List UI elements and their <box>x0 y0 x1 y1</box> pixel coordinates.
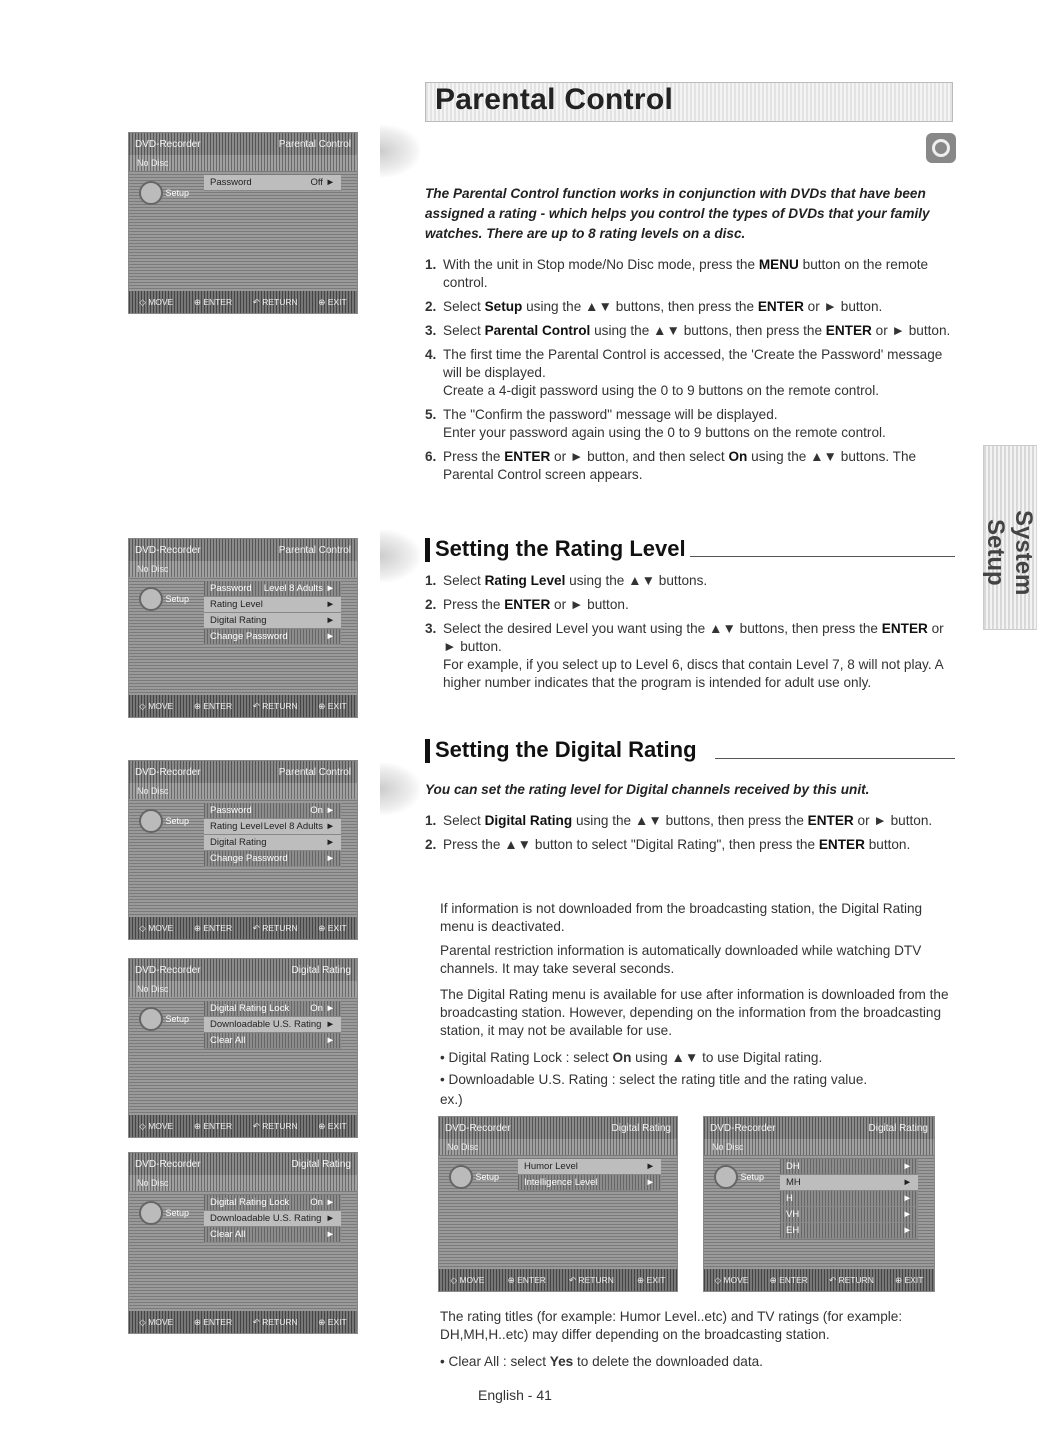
screen-footer-hint: ↶ RETURN <box>829 1274 874 1285</box>
setup-icon: Setup <box>139 585 189 613</box>
screen-no-disc: No Disc <box>129 783 357 799</box>
screen-footer-hint: ⊕ ENTER <box>193 1120 233 1131</box>
digital-rating-para-3: The Digital Rating menu is available for use after information is downloaded from the broadcasting station. However, depending on the information from the broadcasting station, it may not be available for use. <box>440 987 949 1038</box>
screen-title: Digital Rating <box>868 1122 928 1134</box>
screen-footer-hint: ⊕ EXIT <box>895 1274 924 1285</box>
screen-footer-hint: ⊕ EXIT <box>318 700 347 711</box>
screen-footer <box>129 1115 357 1137</box>
screen-title: Digital Rating <box>291 964 351 976</box>
step-item <box>425 346 955 400</box>
screen-footer-hint: ◇ MOVE <box>450 1274 485 1285</box>
screen-menu-item: Change Password ► <box>204 851 341 867</box>
screen-digital-rating <box>128 958 358 1138</box>
rating-titles-note: The rating titles (for example: Humor Level..etc) and TV ratings (for example: DH,MH,H..etc) may differ depending on the broadcasting station. <box>440 1309 903 1342</box>
screen-no-disc: No Disc <box>129 561 357 577</box>
page-number: English - 41 <box>478 1387 552 1403</box>
screen-menu <box>204 175 341 191</box>
screen-rating-titles <box>438 1116 678 1292</box>
step-text: The first time the Parental Control is accessed, the 'Create the Password' message will be displayed. Create a 4-digit password using the 0 to 9 buttons on the remote control. <box>443 347 943 398</box>
step-item <box>425 256 955 292</box>
screen-tv-ratings <box>703 1116 935 1292</box>
screen-menu-item: H ► <box>780 1191 918 1207</box>
step-item <box>425 836 955 854</box>
step-item <box>425 322 955 340</box>
section-marker-icon <box>380 530 420 582</box>
screen-menu <box>204 1001 341 1049</box>
step-number: 1. <box>425 257 437 272</box>
intro-text: The Parental Control function works in conjunction with DVDs that have been assigned a rating - which helps you control the types of DVDs that your family watches. There are up to 8 rating levels on a disc. <box>425 186 930 241</box>
step-item <box>425 406 955 442</box>
setup-icon: Setup <box>139 1005 189 1033</box>
section-marker-icon <box>380 125 420 177</box>
step-text: Press the ENTER or ► button, and then select On using the ▲▼ buttons. The Parental Control screen appears. <box>443 449 917 482</box>
screen-menu-item: Password Level 8 Adults ► <box>204 581 341 597</box>
screen-title: Parental Control <box>278 766 351 778</box>
section-marker-icon <box>380 763 420 815</box>
screen-menu <box>518 1159 661 1191</box>
step-number: 6. <box>425 449 437 464</box>
screen-brand: DVD-Recorder <box>135 1158 201 1170</box>
section-heading-rating-level: Setting the Rating Level <box>425 536 686 562</box>
screen-no-disc: No Disc <box>129 155 357 171</box>
step-item <box>425 448 955 484</box>
step-text: Press the ▲▼ button to select "Digital Rating", then press the ENTER button. <box>443 837 911 852</box>
step-item <box>425 596 955 614</box>
digital-rating-intro: You can set the rating level for Digital channels received by this unit. <box>425 782 870 797</box>
screen-footer-hint: ◇ MOVE <box>139 296 174 307</box>
step-number: 3. <box>425 323 437 338</box>
step-text: With the unit in Stop mode/No Disc mode, press the MENU button on the remote control. <box>443 257 929 290</box>
screen-menu-item: EH ► <box>780 1223 918 1239</box>
screen-footer <box>129 917 357 939</box>
step-text: Select Setup using the ▲▼ buttons, then press the ENTER or ► button. <box>443 299 883 314</box>
screen-footer-hint: ⊕ EXIT <box>318 296 347 307</box>
screen-footer-hint: ◇ MOVE <box>139 700 174 711</box>
bullet-downloadable-rating: • Downloadable U.S. Rating : select the rating title and the rating value. <box>440 1072 868 1087</box>
screen-header <box>129 959 357 981</box>
page-title: Parental Control <box>435 83 674 116</box>
step-text: Press the ENTER or ► button. <box>443 597 629 612</box>
screen-footer-hint: ⊕ ENTER <box>193 922 233 933</box>
step-number: 2. <box>425 299 437 314</box>
screen-digital-rating-clear <box>128 1152 358 1334</box>
steps-rating-level <box>425 572 955 698</box>
screen-title: Digital Rating <box>291 1158 351 1170</box>
screen-footer-hint: ⊕ ENTER <box>193 296 233 307</box>
setup-icon: Setup <box>714 1163 764 1191</box>
screen-footer-hint: ◇ MOVE <box>139 1120 174 1131</box>
screen-menu-item: Digital Rating Lock On ► <box>204 1001 341 1017</box>
screen-footer-hint: ⊕ ENTER <box>193 700 233 711</box>
divider <box>690 556 955 557</box>
example-label: ex.) <box>440 1092 463 1107</box>
screen-menu-item: Password On ► <box>204 803 341 819</box>
setup-icon: Setup <box>139 179 189 207</box>
screen-header <box>129 539 357 561</box>
setup-icon: Setup <box>139 807 189 835</box>
dvd-disc-icon <box>926 133 956 163</box>
screen-menu-item: Downloadable U.S. Rating ► <box>204 1017 341 1033</box>
side-tab: System Setup <box>983 445 1037 630</box>
screen-title: Parental Control <box>278 138 351 150</box>
setup-icon: Setup <box>139 1199 189 1227</box>
screen-footer <box>439 1269 677 1291</box>
step-number: 2. <box>425 837 437 852</box>
screen-menu-item: MH ► <box>780 1175 918 1191</box>
step-item <box>425 812 955 830</box>
screen-footer-hint: ⊕ EXIT <box>637 1274 666 1285</box>
setup-icon: Setup <box>449 1163 499 1191</box>
screen-brand: DVD-Recorder <box>135 544 201 556</box>
screen-footer-hint: ⊕ EXIT <box>318 1120 347 1131</box>
screen-menu <box>204 1195 341 1243</box>
screen-parental-control-off <box>128 132 358 314</box>
screen-footer-hint: ↶ RETURN <box>252 922 298 933</box>
steps-parental-control <box>425 256 955 490</box>
digital-rating-para-2: Parental restriction information is automatically downloaded while watching DTV channels. It may take several seconds. <box>440 943 922 976</box>
screen-brand: DVD-Recorder <box>710 1122 776 1134</box>
step-text: Select the desired Level you want using the ▲▼ buttons, then press the ENTER or ► button. For example, if you select up to Level 6, discs that contain Level 7, 8 will not play. A higher number indicates that the program is intended for adult use only. <box>443 621 944 690</box>
screen-menu-item: Intelligence Level ► <box>518 1175 661 1191</box>
bullet-clear-all: • Clear All : select Yes to delete the downloaded data. <box>440 1354 763 1369</box>
screen-menu-item: Clear All ► <box>204 1227 341 1243</box>
screen-rating-level <box>128 538 358 718</box>
screen-footer-hint: ⊕ EXIT <box>318 922 347 933</box>
screen-menu-item: Digital Rating Lock On ► <box>204 1195 341 1211</box>
screen-menu-item: Clear All ► <box>204 1033 341 1049</box>
screen-footer-hint: ↶ RETURN <box>252 700 298 711</box>
screen-footer <box>129 695 357 717</box>
step-number: 1. <box>425 813 437 828</box>
screen-footer-hint: ⊕ ENTER <box>769 1274 808 1285</box>
screen-menu-item: Change Password ► <box>204 629 341 645</box>
step-text: Select Parental Control using the ▲▼ buttons, then press the ENTER or ► button. <box>443 323 951 338</box>
bullet-digital-rating-lock: • Digital Rating Lock : select On using ▲▼ to use Digital rating. <box>440 1050 823 1065</box>
step-number: 4. <box>425 347 437 362</box>
screen-footer-hint: ◇ MOVE <box>139 1316 174 1327</box>
screen-header <box>129 761 357 783</box>
screen-footer <box>704 1269 934 1291</box>
screen-footer-hint: ⊕ EXIT <box>318 1316 347 1327</box>
divider <box>715 758 955 759</box>
screen-header <box>439 1117 677 1139</box>
screen-title: Parental Control <box>278 544 351 556</box>
screen-brand: DVD-Recorder <box>135 138 201 150</box>
screen-header <box>129 1153 357 1175</box>
screen-header <box>704 1117 934 1139</box>
step-item <box>425 572 955 590</box>
section-heading-digital-rating: Setting the Digital Rating <box>425 737 697 763</box>
screen-menu-item: Humor Level ► <box>518 1159 661 1175</box>
step-item <box>425 298 955 316</box>
screen-parental-control-on <box>128 760 358 940</box>
screen-menu-item: Rating Level ► <box>204 597 341 613</box>
screen-brand: DVD-Recorder <box>445 1122 511 1134</box>
screen-footer-hint: ◇ MOVE <box>139 922 174 933</box>
screen-footer-hint: ↶ RETURN <box>252 296 298 307</box>
screen-footer-hint: ⊕ ENTER <box>507 1274 546 1285</box>
screen-footer-hint: ↶ RETURN <box>252 1120 298 1131</box>
screen-footer-hint: ◇ MOVE <box>714 1274 749 1285</box>
screen-menu <box>204 803 341 867</box>
screen-menu-item: Password Off ► <box>204 175 341 191</box>
screen-title: Digital Rating <box>611 1122 671 1134</box>
screen-menu <box>780 1159 918 1239</box>
screen-menu-item: Digital Rating ► <box>204 835 341 851</box>
step-number: 2. <box>425 597 437 612</box>
screen-no-disc: No Disc <box>704 1139 934 1155</box>
screen-menu-item: VH ► <box>780 1207 918 1223</box>
step-text: The "Confirm the password" message will be displayed. Enter your password again using the 0 to 9 buttons on the remote control. <box>443 407 886 440</box>
screen-no-disc: No Disc <box>129 1175 357 1191</box>
screen-menu <box>204 581 341 645</box>
screen-footer-hint: ⊕ ENTER <box>193 1316 233 1327</box>
step-number: 5. <box>425 407 437 422</box>
screen-header <box>129 133 357 155</box>
steps-digital-rating <box>425 812 955 860</box>
screen-menu-item: Rating Level Level 8 Adults ► <box>204 819 341 835</box>
screen-no-disc: No Disc <box>439 1139 677 1155</box>
digital-rating-para-1: If information is not downloaded from the broadcasting station, the Digital Rating menu is deactivated. <box>440 901 923 934</box>
screen-menu-item: Downloadable U.S. Rating ► <box>204 1211 341 1227</box>
screen-brand: DVD-Recorder <box>135 964 201 976</box>
step-text: Select Rating Level using the ▲▼ buttons. <box>443 573 708 588</box>
step-number: 1. <box>425 573 437 588</box>
screen-menu-item: DH ► <box>780 1159 918 1175</box>
screen-menu-item: Digital Rating ► <box>204 613 341 629</box>
screen-footer <box>129 291 357 313</box>
step-number: 3. <box>425 621 437 636</box>
screen-footer-hint: ↶ RETURN <box>569 1274 614 1285</box>
step-text: Select Digital Rating using the ▲▼ buttons, then press the ENTER or ► button. <box>443 813 933 828</box>
screen-footer-hint: ↶ RETURN <box>252 1316 298 1327</box>
step-item <box>425 620 955 692</box>
screen-no-disc: No Disc <box>129 981 357 997</box>
screen-brand: DVD-Recorder <box>135 766 201 778</box>
screen-footer <box>129 1311 357 1333</box>
